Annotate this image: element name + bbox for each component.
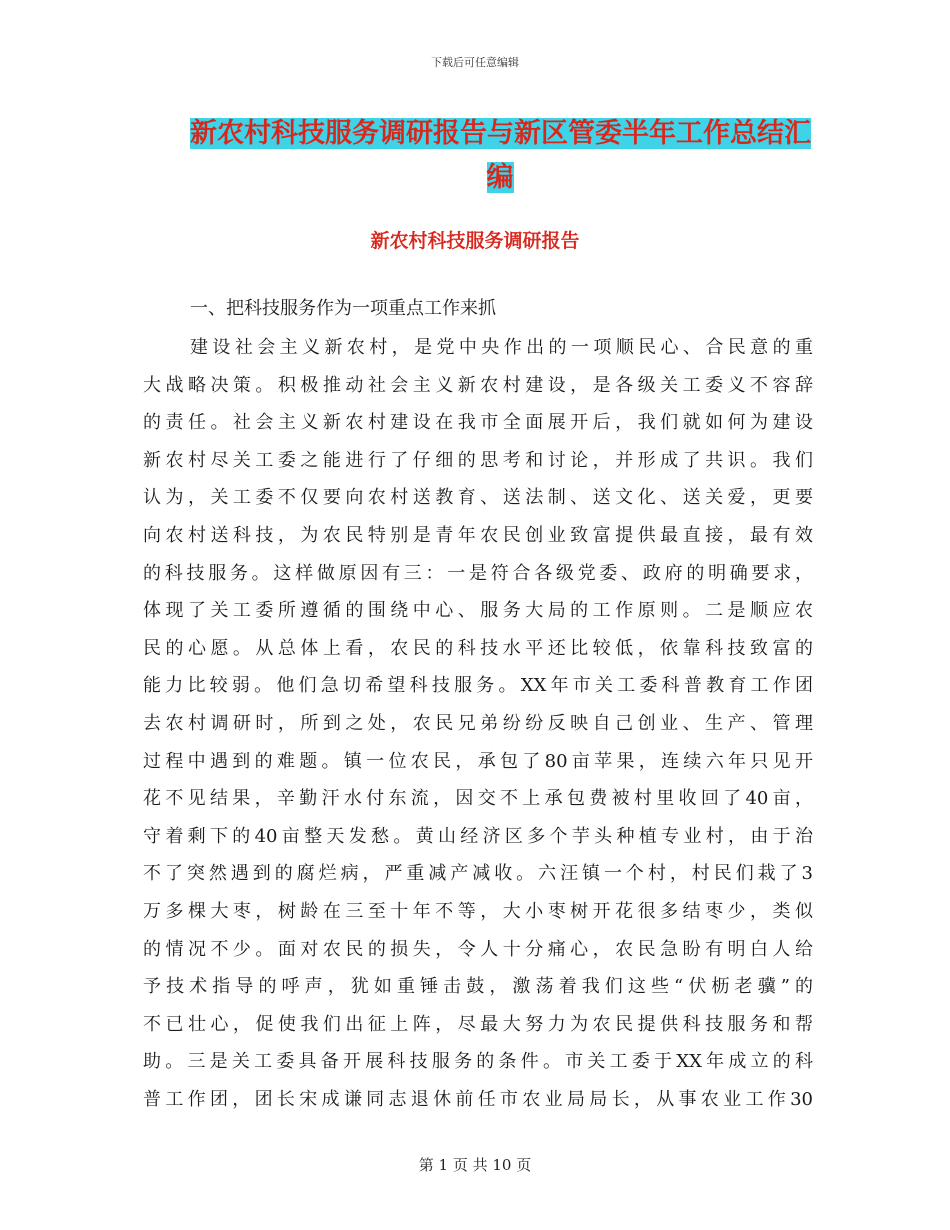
body-line: 助。三是关工委具备开展科技服务的条件。市关工委于XX年成立的科: [143, 1051, 813, 1073]
body-line: 认为，关工委不仅要向农村送教育、送法制、送文化、送关爱，更要: [143, 487, 813, 509]
section-title: 新农村科技服务调研报告: [370, 230, 580, 252]
body-line: 向农村送科技，为农民特别是青年农民创业致富提供最直接，最有效: [143, 524, 813, 546]
body-line: 普工作团，团长宋成谦同志退休前任市农业局局长，从事农业工作30: [143, 1088, 813, 1110]
body-line: 守着剩下的40亩整天发愁。黄山经济区多个芋头种植专业村，由于治: [143, 825, 813, 847]
body-line: 的情况不少。面对农民的损失，令人十分痛心，农民急盼有明白人给: [143, 938, 813, 960]
body-line: 能力比较弱。他们急切希望科技服务。XX年市关工委科普教育工作团: [143, 675, 813, 697]
heading-1: 一、把科技服务作为一项重点工作来抓: [190, 298, 496, 319]
page-footer: 第 1 页 共 10 页: [418, 1156, 532, 1174]
document-title-line-1: 新农村科技服务调研报告与新区管委半年工作总结汇: [190, 118, 811, 149]
body-paragraph: [143, 329, 813, 1118]
body-line: 的责任。社会主义新农村建设在我市全面展开后，我们就如何为建设: [143, 412, 813, 434]
body-line: 民的心愿。从总体上看，农民的科技水平还比较低，依靠科技致富的: [143, 637, 813, 659]
body-line: 不已壮心，促使我们出征上阵，尽最大努力为农民提供科技服务和帮: [143, 1013, 813, 1035]
document-title: [190, 112, 810, 200]
body-line: 的科技服务。这样做原因有三：一是符合各级党委、政府的明确要求，: [143, 562, 813, 584]
body-line: 新农村尽关工委之能进行了仔细的思考和讨论，并形成了共识。我们: [143, 449, 813, 471]
body-line: 过程中遇到的难题。镇一位农民，承包了80亩苹果，连续六年只见开: [143, 750, 813, 772]
document-title-line-2: 编: [486, 162, 514, 193]
body-line: 万多棵大枣，树龄在三至十年不等，大小枣树开花很多结枣少，类似: [143, 900, 813, 922]
body-line: 建设社会主义新农村，是党中央作出的一项顺民心、合民意的重: [190, 337, 813, 358]
body-line: 去农村调研时，所到之处，农民兄弟纷纷反映自己创业、生产、管理: [143, 712, 813, 734]
body-line: 予技术指导的呼声，犹如重锤击鼓，激荡着我们这些“伏枥老骥”的: [143, 976, 813, 998]
body-line: 大战略决策。积极推动社会主义新农村建设，是各级关工委义不容辞: [143, 374, 813, 396]
header-note: 下载后可任意编辑: [431, 56, 519, 69]
body-line: 花不见结果，辛勤汗水付东流，因交不上承包费被村里收回了40亩，: [143, 788, 813, 810]
body-line: 体现了关工委所遵循的围绕中心、服务大局的工作原则。二是顺应农: [143, 600, 813, 622]
body-line: 不了突然遇到的腐烂病，严重减产减收。六汪镇一个村，村民们栽了3: [143, 863, 813, 885]
